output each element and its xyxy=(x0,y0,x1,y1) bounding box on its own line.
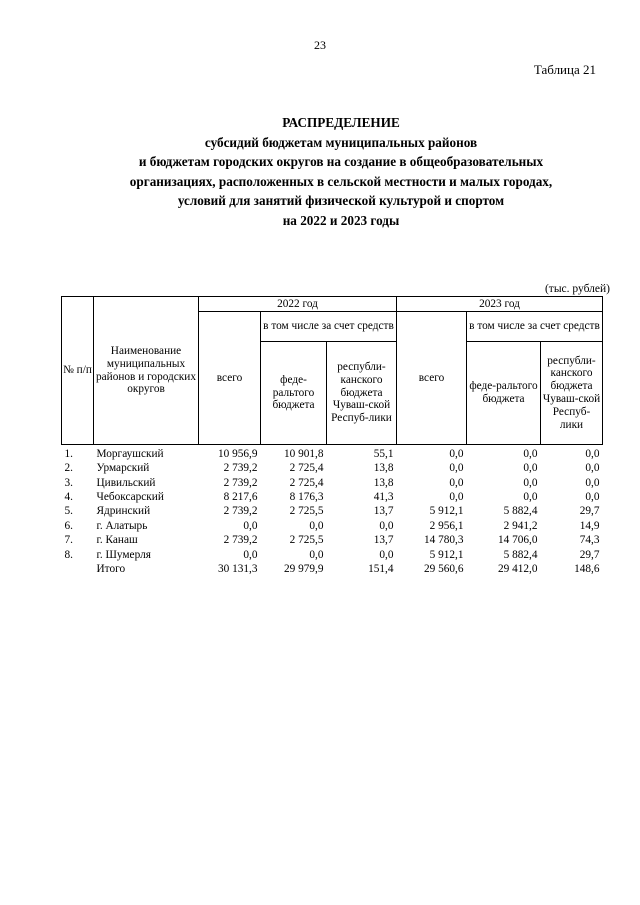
header-republican-2022: республи-канского бюджета Чуваш-ской Респуб-лики xyxy=(327,342,397,445)
cell-t2022: 2 739,2 xyxy=(223,462,258,475)
cell-f2023: 2 941,2 xyxy=(503,519,538,532)
cell-t2023: 0,0 xyxy=(449,462,464,475)
cell-f2022: 0,0 xyxy=(309,548,324,561)
table-row xyxy=(62,490,603,504)
cell-f2022: 10 901,8 xyxy=(283,447,324,460)
cell-r2022: 13,7 xyxy=(373,505,394,518)
cell-t2023: 5 912,1 xyxy=(429,548,464,561)
cell-t2022: 30 131,3 xyxy=(217,562,258,575)
cell-num: 2. xyxy=(64,462,73,475)
cell-r2023: 74,3 xyxy=(579,534,600,547)
cell-r2023: 0,0 xyxy=(585,490,600,503)
cell-t2023: 2 956,1 xyxy=(429,519,464,532)
cell-r2023: 0,0 xyxy=(585,447,600,460)
cell-num: 7. xyxy=(64,534,73,547)
cell-f2023: 29 412,0 xyxy=(497,562,538,575)
table-label: Таблица 21 xyxy=(533,62,596,77)
table-row xyxy=(62,445,603,462)
cell-num: 8. xyxy=(64,548,73,561)
cell-r2022: 13,7 xyxy=(373,534,394,547)
cell-r2022: 151,4 xyxy=(368,562,394,575)
cell-t2022: 10 956,9 xyxy=(217,447,258,460)
cell-name: г. Канаш xyxy=(96,534,138,547)
cell-t2023: 0,0 xyxy=(449,490,464,503)
title-line: и бюджетам городских округов на создание в общеобразовательных xyxy=(138,154,544,170)
table-row xyxy=(62,519,603,533)
units-label: (тыс. рублей) xyxy=(544,283,610,295)
cell-r2022: 0,0 xyxy=(379,519,394,532)
cell-t2023: 0,0 xyxy=(449,447,464,460)
cell-f2023: 0,0 xyxy=(523,476,538,489)
table-row xyxy=(62,533,603,547)
cell-name: Чебоксарский xyxy=(96,490,164,503)
cell-t2022: 2 739,2 xyxy=(223,476,258,489)
cell-f2023: 5 882,4 xyxy=(503,505,538,518)
cell-f2022: 2 725,5 xyxy=(289,534,324,547)
table-row xyxy=(62,505,603,519)
title-line: условий для занятий физической культурой и спортом xyxy=(177,193,505,209)
table-row xyxy=(62,548,603,562)
cell-f2022: 2 725,4 xyxy=(289,462,324,475)
document-title xyxy=(40,113,640,231)
cell-t2022: 8 217,6 xyxy=(223,490,258,503)
cell-t2022: 2 739,2 xyxy=(223,534,258,547)
header-including-2022: в том числе за счет средств xyxy=(261,312,397,342)
header-total-2023: всего xyxy=(397,312,467,445)
cell-r2023: 29,7 xyxy=(579,548,600,561)
title-line: субсидий бюджетам муниципальных районов xyxy=(204,134,478,150)
header-name: Наименование муниципальных районов и городских округов xyxy=(94,297,199,445)
cell-num: 6. xyxy=(64,519,73,532)
cell-num: 3. xyxy=(64,476,73,489)
cell-f2022: 2 725,5 xyxy=(289,505,324,518)
cell-t2023: 0,0 xyxy=(449,476,464,489)
cell-r2023: 148,6 xyxy=(574,562,600,575)
cell-t2022: 2 739,2 xyxy=(223,505,258,518)
cell-t2022: 0,0 xyxy=(243,548,258,561)
cell-r2023: 14,9 xyxy=(579,519,600,532)
cell-name: Урмарский xyxy=(96,462,150,475)
cell-num: 5. xyxy=(64,505,73,518)
cell-f2023: 0,0 xyxy=(523,462,538,475)
cell-f2023: 0,0 xyxy=(523,447,538,460)
cell-f2022: 2 725,4 xyxy=(289,476,324,489)
cell-f2023: 0,0 xyxy=(523,490,538,503)
cell-t2023: 29 560,6 xyxy=(423,562,464,575)
title-line: РАСПРЕДЕЛЕНИЕ xyxy=(282,115,400,130)
header-republican-2023: республи-канского бюджета Чуваш-ской Респуб-лики xyxy=(541,342,603,445)
header-num: № п/п xyxy=(62,297,94,445)
cell-r2023: 29,7 xyxy=(579,505,600,518)
cell-name: г. Алатырь xyxy=(96,519,148,532)
page-number: 23 xyxy=(314,38,326,52)
cell-r2023: 0,0 xyxy=(585,462,600,475)
cell-r2022: 0,0 xyxy=(379,548,394,561)
title-line: организациях, расположенных в сельской местности и малых городах, xyxy=(129,173,553,189)
cell-r2022: 13,8 xyxy=(373,476,394,489)
cell-num xyxy=(62,562,94,576)
header-year-2023: 2023 год xyxy=(397,297,603,312)
cell-f2023: 5 882,4 xyxy=(503,548,538,561)
cell-t2023: 14 780,3 xyxy=(423,534,464,547)
cell-r2022: 55,1 xyxy=(373,447,394,460)
table-row xyxy=(62,476,603,490)
cell-t2023: 5 912,1 xyxy=(429,505,464,518)
table-row xyxy=(62,461,603,475)
cell-num: 4. xyxy=(64,490,73,503)
title-line: на 2022 и 2023 годы xyxy=(282,212,400,228)
total-row xyxy=(62,562,603,576)
subsidies-table xyxy=(61,296,603,577)
cell-f2022: 0,0 xyxy=(309,519,324,532)
header-including-2023: в том числе за счет средств xyxy=(467,312,603,342)
header-year-2022: 2022 год xyxy=(199,297,397,312)
cell-name: Ядринский xyxy=(96,505,151,518)
header-total-2022: всего xyxy=(199,312,261,445)
cell-f2023: 14 706,0 xyxy=(497,534,538,547)
cell-name: Моргаушский xyxy=(96,447,164,460)
cell-name: Цивильский xyxy=(96,476,156,489)
cell-r2022: 41,3 xyxy=(373,490,394,503)
cell-name: Итого xyxy=(96,562,126,575)
cell-f2022: 8 176,3 xyxy=(289,490,324,503)
cell-name: г. Шумерля xyxy=(96,548,151,561)
header-federal-2023: феде-ральтого бюджета xyxy=(467,342,541,445)
cell-num: 1. xyxy=(64,447,73,460)
cell-r2023: 0,0 xyxy=(585,476,600,489)
cell-f2022: 29 979,9 xyxy=(283,562,324,575)
header-federal-2022: феде-ральтого бюджета xyxy=(261,342,327,445)
cell-t2022: 0,0 xyxy=(243,519,258,532)
cell-r2022: 13,8 xyxy=(373,462,394,475)
